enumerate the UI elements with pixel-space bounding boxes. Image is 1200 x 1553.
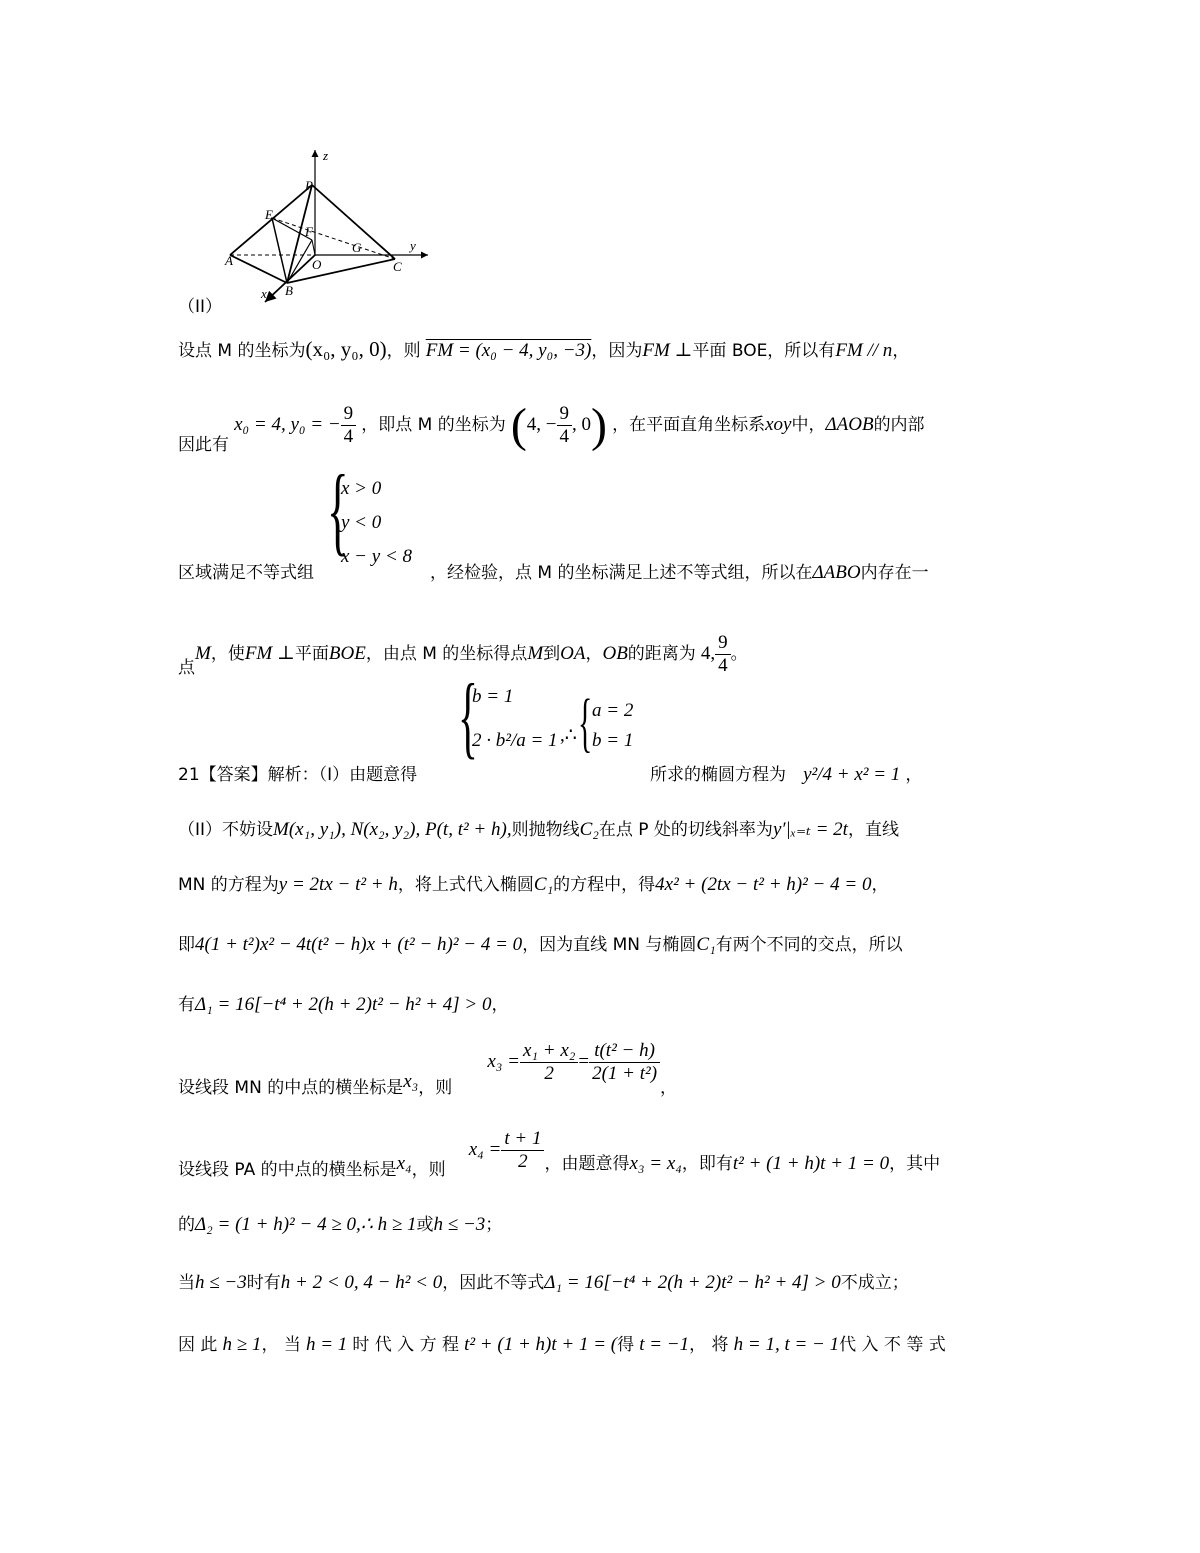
paragraph-3 (178, 558, 314, 583)
text: 的距离为 (627, 643, 696, 664)
paragraph-2: 因此有 x₀ = 4, y₀ = − $\frac{9}{4}$ ，即点 M 的坐标为 (4, − $\frac{9}{4}$ , 0) ，在平面直角坐标系xoy中，ΔAOB的内部 (178, 399, 925, 455)
paragraph-6: （II）不妨设M(x₁, y₁), N(x₂, y₂), P(t, t² + h),则抛物线C₂在点 P 处的切线斜率为y′|ₓ₌ₜ = 2t，直线 (178, 819, 899, 840)
paragraph-8: 即4(1 + t²)x² − 4t(t² − h)x + (t² − h)² − 4 = 0，因为直线 MN 与椭圆C₁有两个不同的交点，所以 (178, 934, 903, 955)
text: 因此有 (178, 435, 229, 455)
figure-caption: （II） (178, 297, 223, 317)
text: ，则 (386, 341, 421, 361)
question-21-rest (650, 760, 922, 786)
therefore-sign: ,∴ (560, 725, 577, 746)
text: ，使 (210, 643, 245, 664)
label-O: O (312, 257, 322, 272)
equation-b: b = 1 (592, 730, 634, 751)
text: 点 (178, 657, 195, 678)
math: FM ⊥ (642, 340, 693, 361)
text: 设点 M 的坐标为 (178, 341, 306, 361)
math: FM ⊥ (244, 642, 295, 664)
text: ， (905, 765, 923, 785)
math: , 0 (572, 414, 592, 435)
inequality-system: { x > 0 y < 0 x − y < 8 (327, 454, 413, 567)
equation-2: 2 · b²/a = 1 (472, 730, 558, 751)
text: 内存在一 (860, 563, 929, 583)
inequality-1: x > 0 (341, 478, 382, 499)
paragraph-14: 因 此 h ≥ 1， 当 h = 1 时 代 入 方 程 t² + (1 + h)t + 1 = (得 t = −1， 将 h = 1, t = − 1代 入 不 等 式 (178, 1334, 946, 1355)
equation-1: b = 1 (472, 686, 514, 707)
text: 所求的椭圆方程为 (650, 765, 786, 785)
paragraph-12: 的Δ₂ = (1 + h)² − 4 ≥ 0,∴ h ≥ 1或h ≤ −3； (178, 1214, 503, 1235)
text: ，即点 M 的坐标为 (361, 415, 506, 435)
math: xoy (765, 414, 792, 435)
math: x₀ = 4, y₀ = − (234, 414, 341, 435)
math: M (195, 642, 211, 664)
inequality-2: y < 0 (341, 512, 382, 533)
paragraph-13: 当h ≤ −3时有h + 2 < 0, 4 − h² < 0，因此不等式Δ₁ = 16[−t⁴ + 2(h + 2)t² − h² + 4] > 0不成立； (178, 1272, 909, 1293)
figure-3d-diagram (215, 140, 445, 315)
text: 区域满足不等式组 (178, 563, 314, 583)
paragraph-3-rest (430, 558, 929, 584)
math: ΔABO (812, 562, 861, 583)
text: ， (892, 341, 910, 361)
label-z: z (323, 148, 329, 163)
math: OA (560, 642, 586, 664)
text: ，在平面直角坐标系 (612, 415, 766, 435)
text: 的内部 (873, 415, 925, 435)
paragraph-7: MN 的方程为y = 2tx − t² + h，将上式代入椭圆C₁的方程中，得4x² + (2tx − t² + h)² − 4 = 0， (178, 874, 889, 895)
label-E: E (265, 207, 273, 222)
fraction: $\frac{9}{4}$ (557, 403, 573, 448)
paragraph-10: 设线段 MN 的中点的横坐标是x₃，则 x₃ = $\frac{\text{x₁ + x₂}}{2}$ = $\frac{\text{t(t² − h)}}{\text{2(1 + t²)}}$ ， (178, 1040, 678, 1098)
paragraph-1 (178, 336, 909, 362)
label-F: F (305, 224, 313, 239)
label-C: C (393, 259, 402, 274)
text: 中， (791, 415, 826, 435)
equation-a: a = 2 (592, 700, 634, 721)
fraction: $\frac{9}{4}$ (341, 403, 357, 448)
question-21-label: 21【答案】解析：（I）由题意得 (178, 765, 418, 785)
paragraph-9: 有Δ₁ = 16[−t⁴ + 2(h + 2)t² − h² + 4] > 0， (178, 994, 509, 1015)
text: 到 (543, 643, 561, 664)
label-P: P (305, 178, 313, 193)
label-A: A (225, 253, 233, 268)
fraction: $\frac{9}{4}$ (715, 632, 731, 677)
math: BOE (328, 642, 366, 664)
text: 。 (730, 643, 748, 664)
text: ，因为 (591, 341, 643, 361)
label-B: B (285, 283, 293, 298)
label-x: x (261, 286, 267, 301)
equation-system-2: { a = 2 b = 1 (578, 686, 634, 759)
inequality-3: x − y < 8 (341, 546, 413, 567)
math: (x₀, y₀, 0) (305, 337, 387, 361)
text: ，经检验，点 M 的坐标满足上述不等式组，所以在 (430, 563, 813, 583)
math: M (527, 642, 544, 664)
math: 4, (700, 642, 716, 664)
math: OB (602, 642, 628, 664)
equation-system-1: { b = 1 2 · b²/a = 1 (458, 665, 558, 767)
text: ，由点 M 的坐标得点 (365, 643, 528, 664)
label-G: G (352, 240, 362, 255)
math: FM = (x₀ − 4, y₀, −3) (425, 340, 592, 361)
text: 平面 BOE，所以有 (692, 341, 836, 361)
paragraph-11: 设线段 PA 的中点的横坐标是x₄，则 x₄ = $\frac{t + 1}{2}$ ，由题意得x₃ = x₄，即有t² + (1 + h)t + 1 = 0，其中 (178, 1128, 941, 1180)
pyramid-diagram (215, 140, 445, 315)
math: FM // n (835, 340, 893, 361)
ellipse-equation: y²/4 + x² = 1 (803, 764, 901, 785)
label-y: y (410, 238, 416, 253)
text: ， (585, 643, 603, 664)
math: 4, − (526, 414, 557, 435)
math: ΔAOB (825, 414, 874, 435)
text: 平面 (294, 643, 329, 664)
